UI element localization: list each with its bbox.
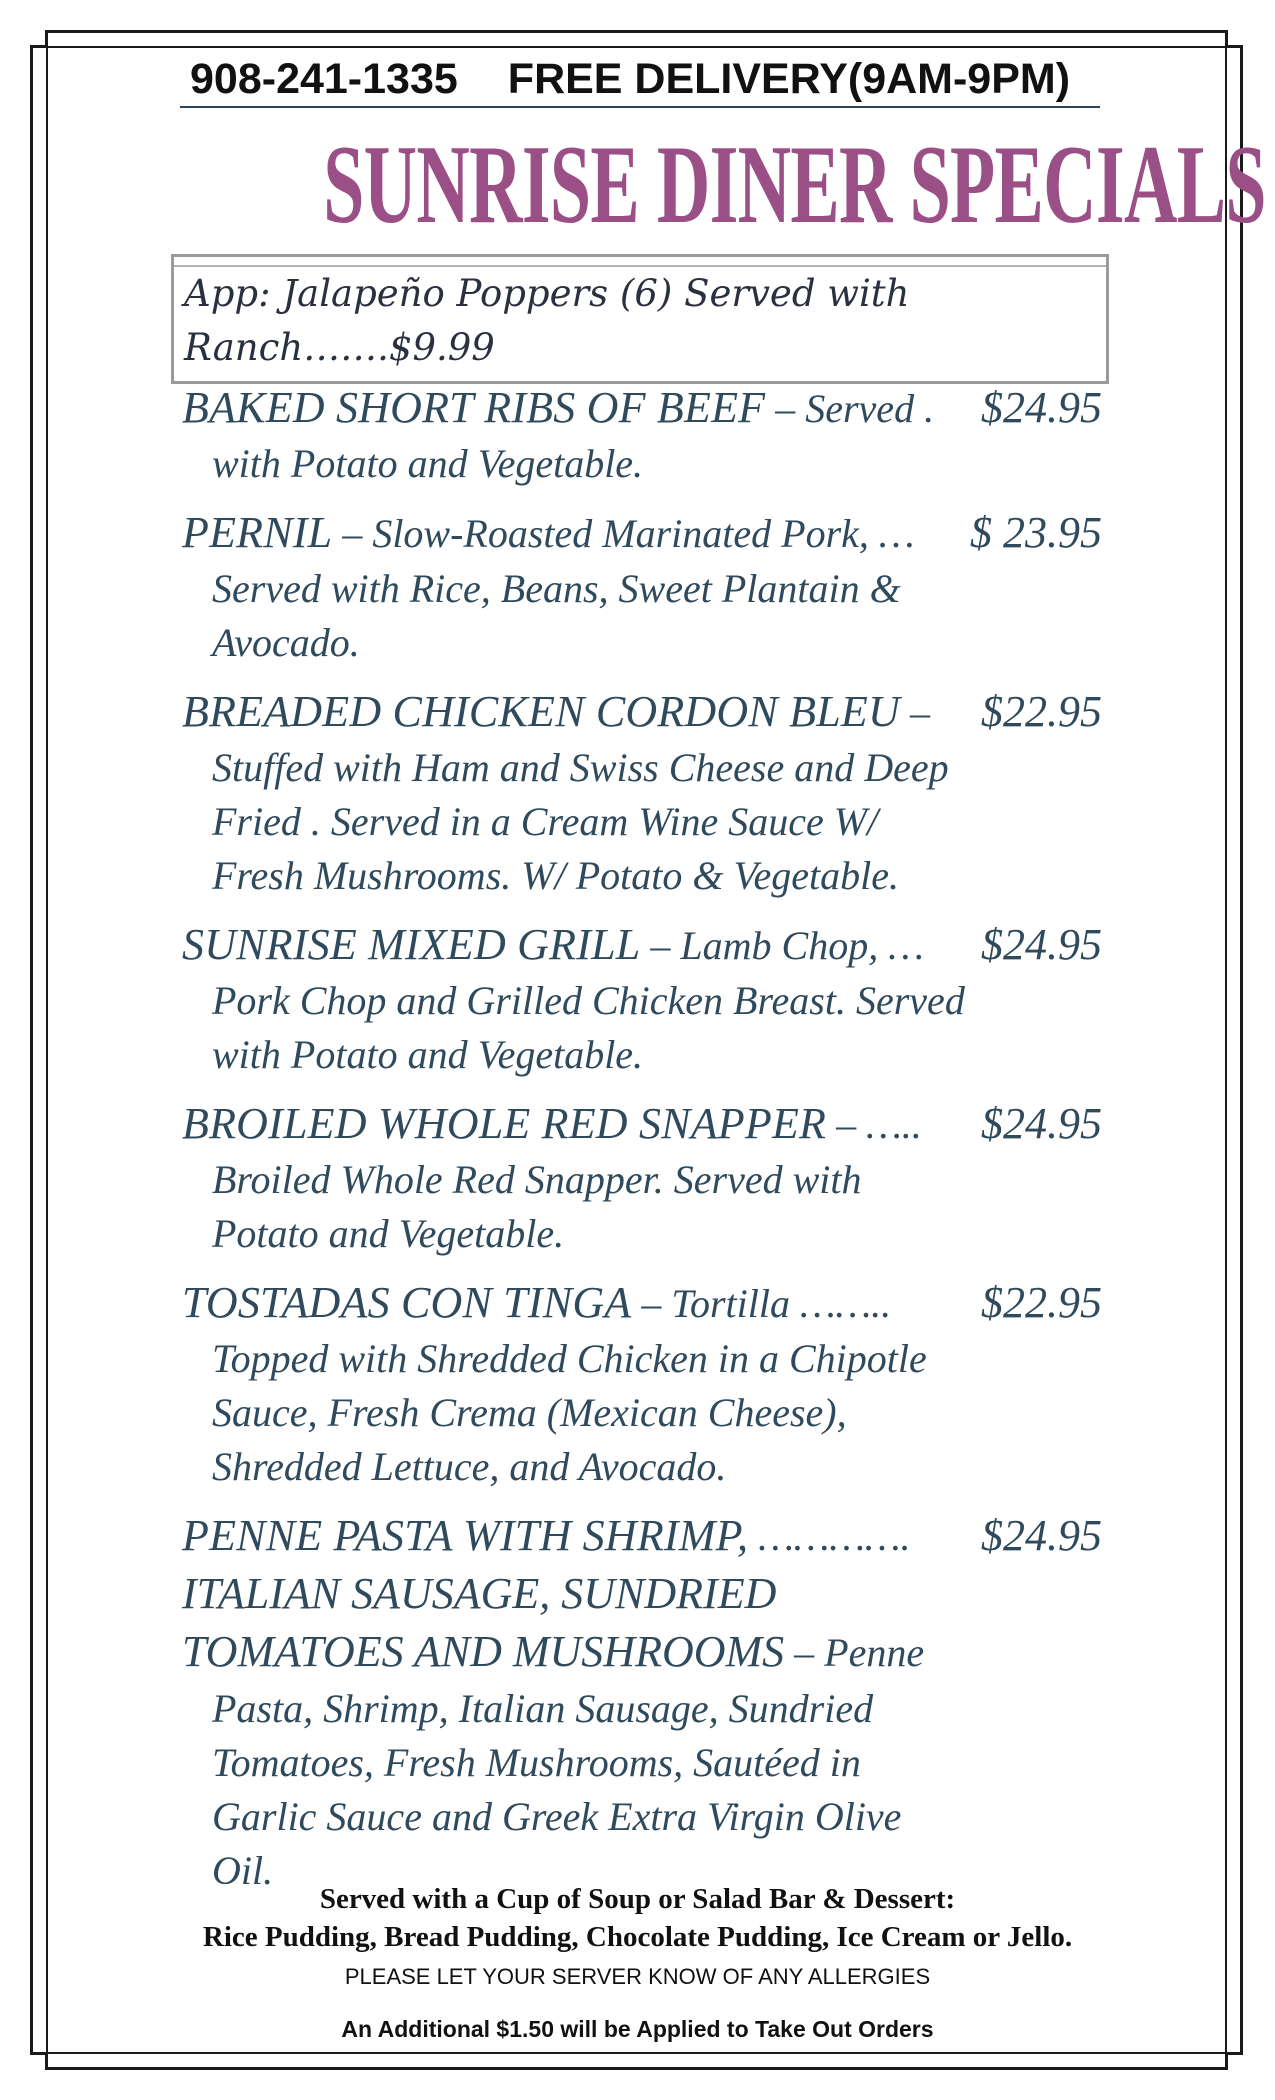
menu-item bbox=[182, 505, 1102, 670]
menu-item-header bbox=[182, 1508, 1102, 1565]
menu-item-price: $22.95 bbox=[981, 1278, 1102, 1327]
menu-item-description: Potato and Vegetable. bbox=[212, 1211, 565, 1256]
menu-item-description: Broiled Whole Red Snapper. Served with bbox=[212, 1157, 862, 1202]
menu-item-header bbox=[182, 1096, 1102, 1153]
menu-item-price: $24.95 bbox=[981, 920, 1102, 969]
menu-item-header bbox=[182, 684, 1102, 741]
dessert-options: Rice Pudding, Bread Pudding, Chocolate Pudding, Ice Cream or Jello. bbox=[202, 1921, 1073, 1953]
menu-item-description: with Potato and Vegetable. bbox=[212, 1032, 644, 1077]
menu-item bbox=[182, 684, 1102, 903]
menu-item-header bbox=[182, 917, 1102, 974]
phone-number: 908-241-1335 bbox=[190, 54, 458, 103]
menu-item-description: Fried . Served in a Cream Wine Sauce W/ bbox=[212, 799, 879, 844]
corner-ornament bbox=[30, 30, 48, 48]
menu-item-price: $24.95 bbox=[981, 1511, 1102, 1560]
menu-item-description: Oil. bbox=[212, 1848, 274, 1893]
menu-item-header bbox=[182, 380, 1102, 437]
appetizer-line: Ranch…….$9.99 bbox=[184, 326, 495, 369]
menu-item-name: PENNE PASTA WITH SHRIMP, bbox=[182, 1511, 749, 1560]
menu-item-name: TOSTADAS CON TINGA bbox=[182, 1278, 632, 1327]
menu-item-description: Fresh Mushrooms. W/ Potato & Vegetable. bbox=[212, 853, 899, 898]
menu-item-subtitle: – Lamb Chop, … bbox=[640, 923, 924, 968]
menu-item-name-line bbox=[182, 1623, 1102, 1682]
menu-item-description: Avocado. bbox=[212, 620, 360, 665]
contact-header bbox=[180, 52, 1100, 108]
menu-footer bbox=[60, 1880, 1215, 2044]
served-with-line: Served with a Cup of Soup or Salad Bar & Dessert: bbox=[319, 1883, 956, 1915]
menu-item-subtitle: – bbox=[899, 690, 930, 735]
menu-item-subtitle: – ….. bbox=[826, 1102, 922, 1147]
menu-item-header bbox=[182, 1275, 1102, 1332]
menu-item-subtitle: …………. bbox=[748, 1514, 911, 1559]
menu-item-subtitle: – Penne bbox=[784, 1630, 925, 1675]
menu-item-header bbox=[182, 505, 1102, 562]
menu-item-name: BROILED WHOLE RED SNAPPER bbox=[182, 1099, 827, 1148]
page-title: SUNRISE DINER SPECIALS bbox=[323, 123, 1266, 247]
menu-item bbox=[182, 1096, 1102, 1261]
menu-item-description: with Potato and Vegetable. bbox=[212, 441, 644, 486]
appetizer-line: App: Jalapeño Poppers (6) Served with bbox=[184, 272, 910, 315]
corner-ornament bbox=[1225, 30, 1243, 48]
menu-item-name: ITALIAN SAUSAGE, SUNDRIED bbox=[182, 1569, 777, 1618]
menu-item-description: Served with Rice, Beans, Sweet Plantain & bbox=[212, 566, 901, 611]
menu-item bbox=[182, 1275, 1102, 1494]
menu-item-price: $24.95 bbox=[981, 383, 1102, 432]
specials-list bbox=[182, 380, 1102, 1912]
menu-item-description: Topped with Shredded Chicken in a Chipotle bbox=[212, 1336, 927, 1381]
menu-item-name: PERNIL bbox=[182, 508, 333, 557]
menu-item-price: $24.95 bbox=[981, 1099, 1102, 1148]
menu-item-pasta bbox=[182, 1508, 1102, 1898]
takeout-notice: An Additional $1.50 will be Applied to Take Out Orders bbox=[341, 2016, 934, 2042]
menu-item-subtitle: – Slow-Roasted Marinated Pork, … bbox=[332, 511, 915, 556]
menu-item-name: SUNRISE MIXED GRILL bbox=[182, 920, 641, 969]
delivery-info: FREE DELIVERY(9AM-9PM) bbox=[507, 54, 1071, 103]
menu-item bbox=[182, 917, 1102, 1082]
menu-item-description: Tomatoes, Fresh Mushrooms, Sautéed in bbox=[212, 1740, 861, 1785]
menu-item-price: $ 23.95 bbox=[970, 508, 1102, 557]
menu-item-description: Pork Chop and Grilled Chicken Breast. Served bbox=[212, 978, 965, 1023]
menu-item-description: Stuffed with Ham and Swiss Cheese and Deep bbox=[212, 745, 949, 790]
appetizer-box bbox=[171, 254, 1109, 384]
menu-item-subtitle: – Tortilla …….. bbox=[631, 1281, 892, 1326]
menu-item-description: Shredded Lettuce, and Avocado. bbox=[212, 1444, 727, 1489]
menu-item-description: Pasta, Shrimp, Italian Sausage, Sundried bbox=[212, 1686, 874, 1731]
menu-item-description: Garlic Sauce and Greek Extra Virgin Olive bbox=[212, 1794, 902, 1839]
menu-item-name: TOMATOES AND MUSHROOMS bbox=[182, 1627, 785, 1676]
menu-item bbox=[182, 380, 1102, 491]
corner-ornament bbox=[1225, 2052, 1243, 2070]
menu-item-subtitle: – Served . bbox=[765, 386, 935, 431]
corner-ornament bbox=[30, 2052, 48, 2070]
allergy-notice: PLEASE LET YOUR SERVER KNOW OF ANY ALLERGIES bbox=[344, 1964, 931, 1989]
menu-item-name: BAKED SHORT RIBS OF BEEF bbox=[182, 383, 766, 432]
menu-item-description: Sauce, Fresh Crema (Mexican Cheese), bbox=[212, 1390, 847, 1435]
menu-item-price: $22.95 bbox=[981, 687, 1102, 736]
menu-item-name: BREADED CHICKEN CORDON BLEU bbox=[182, 687, 900, 736]
